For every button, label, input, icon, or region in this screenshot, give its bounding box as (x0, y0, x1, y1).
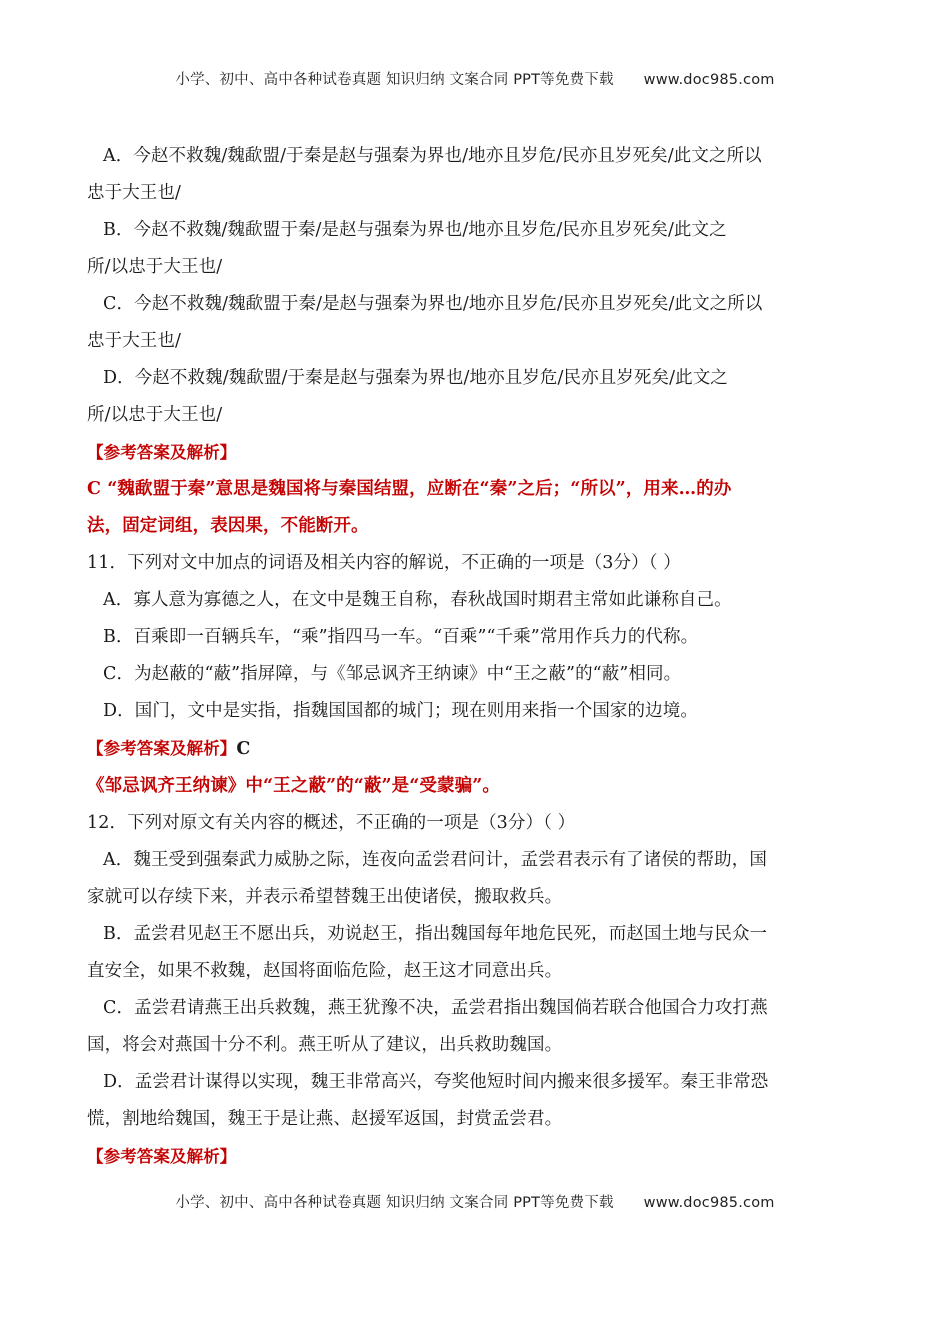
q10-option-c-line2: 忠于大王也/ (87, 331, 181, 351)
q12-option-b-line1: B．孟尝君见赵王不愿出兵，劝说赵王，指出魏国每年地危民死，而赵国土地与民众一 (103, 924, 768, 944)
q10-answer-line1: C “魏歃盟于秦”意思是魏国将与秦国结盟，应断在“秦”之后；“所以”，用来…的办 (87, 479, 732, 499)
header-text: 小学、初中、高中各种试卷真题 知识归纳 文案合同 PPT等免费下载 (175, 72, 614, 88)
q10-option-a-line2: 忠于大王也/ (87, 183, 181, 203)
page-footer (0, 1191, 950, 1212)
q11-option-d: D．国门，文中是实指，指魏国国都的城门；现在则用来指一个国家的边境。 (103, 701, 698, 721)
q10-answer-heading: 【参考答案及解析】 (87, 443, 237, 462)
document-body (87, 138, 863, 1175)
q10-option-a-line1: A．今赵不救魏/魏歃盟/于秦是赵与强秦为界也/地亦且岁危/民亦且岁死矣/此文之所以 (103, 146, 762, 166)
q12-option-d-line2: 慌，割地给魏国，魏王于是让燕、赵援军返国，封赏孟尝君。 (87, 1109, 563, 1129)
q12-option-a-line1: A．魏王受到强秦武力威胁之际，连夜向孟尝君问计，孟尝君表示有了诸侯的帮助，国 (103, 850, 767, 870)
q10-option-d-line2: 所/以忠于大王也/ (87, 405, 223, 425)
q11-answer-row (87, 730, 863, 768)
q11-option-b: B．百乘即一百辆兵车，“乘”指四马一车。“百乘”“千乘”常用作兵力的代称。 (103, 627, 699, 647)
q12-option-a-line2: 家就可以存续下来，并表示希望替魏王出使诸侯，搬取救兵。 (87, 887, 563, 907)
footer-text: 小学、初中、高中各种试卷真题 知识归纳 文案合同 PPT等免费下载 (175, 1195, 614, 1211)
q10-option-d (87, 360, 863, 434)
q11-answer-line: 《邹忌讽齐王纳谏》中“王之蔽”的“蔽”是“受蒙骗”。 (87, 776, 500, 796)
q12-option-c-line1: C．孟尝君请燕王出兵救魏，燕王犹豫不决，孟尝君指出魏国倘若联合他国合力攻打燕 (103, 998, 768, 1018)
q12-option-d-line1: D．孟尝君计谋得以实现，魏王非常高兴，夸奖他短时间内搬来很多援军。秦王非常恐 (103, 1072, 769, 1092)
q10-option-c-line1: C．今赵不救魏/魏歃盟于秦/是赵与强秦为界也/地亦且岁危/民亦且岁死矣/此文之所以 (103, 294, 763, 314)
q12-option-a (87, 842, 863, 916)
q12-option-d (87, 1064, 863, 1138)
q10-option-c (87, 286, 863, 360)
q11-option-c: C．为赵蔽的“蔽”指屏障，与《邹忌讽齐王纳谏》中“王之蔽”的“蔽”相同。 (103, 664, 682, 684)
q10-option-b (87, 212, 863, 286)
q12-option-b (87, 916, 863, 990)
q12-answer-heading: 【参考答案及解析】 (87, 1147, 237, 1166)
q12-title: 12．下列对原文有关内容的概述，不正确的一项是（3分）（ ） (87, 813, 576, 833)
q12-option-c-line2: 国，将会对燕国十分不利。燕王听从了建议，出兵救助魏国。 (87, 1035, 563, 1055)
q12-option-b-line2: 直安全，如果不救魏，赵国将面临危险，赵王这才同意出兵。 (87, 961, 563, 981)
q10-option-d-line1: D．今赵不救魏/魏歃盟/于秦是赵与强秦为界也/地亦且岁危/民亦且岁死矣/此文之 (103, 368, 728, 388)
q10-option-b-line2: 所/以忠于大王也/ (87, 257, 223, 277)
q11-option-a: A．寡人意为寡德之人，在文中是魏王自称，春秋战国时期君主常如此谦称自己。 (103, 590, 732, 610)
q11-answer-heading: 【参考答案及解析】 (87, 739, 237, 758)
q11-title: 11．下列对文中加点的词语及相关内容的解说，不正确的一项是（3分）（ ） (87, 553, 681, 573)
q10-option-b-line1: B．今赵不救魏/魏歃盟于秦/是赵与强秦为界也/地亦且岁危/民亦且岁死矣/此文之 (103, 220, 727, 240)
footer-site-link[interactable]: www.doc985.com (643, 1195, 775, 1211)
page-header (0, 68, 950, 89)
q10-answer-line2: 法，固定词组，表因果，不能断开。 (87, 516, 369, 536)
q11-answer-letter: C (236, 739, 251, 759)
q10-option-a (87, 138, 863, 212)
q12-option-c (87, 990, 863, 1064)
header-site-link[interactable]: www.doc985.com (643, 72, 775, 88)
